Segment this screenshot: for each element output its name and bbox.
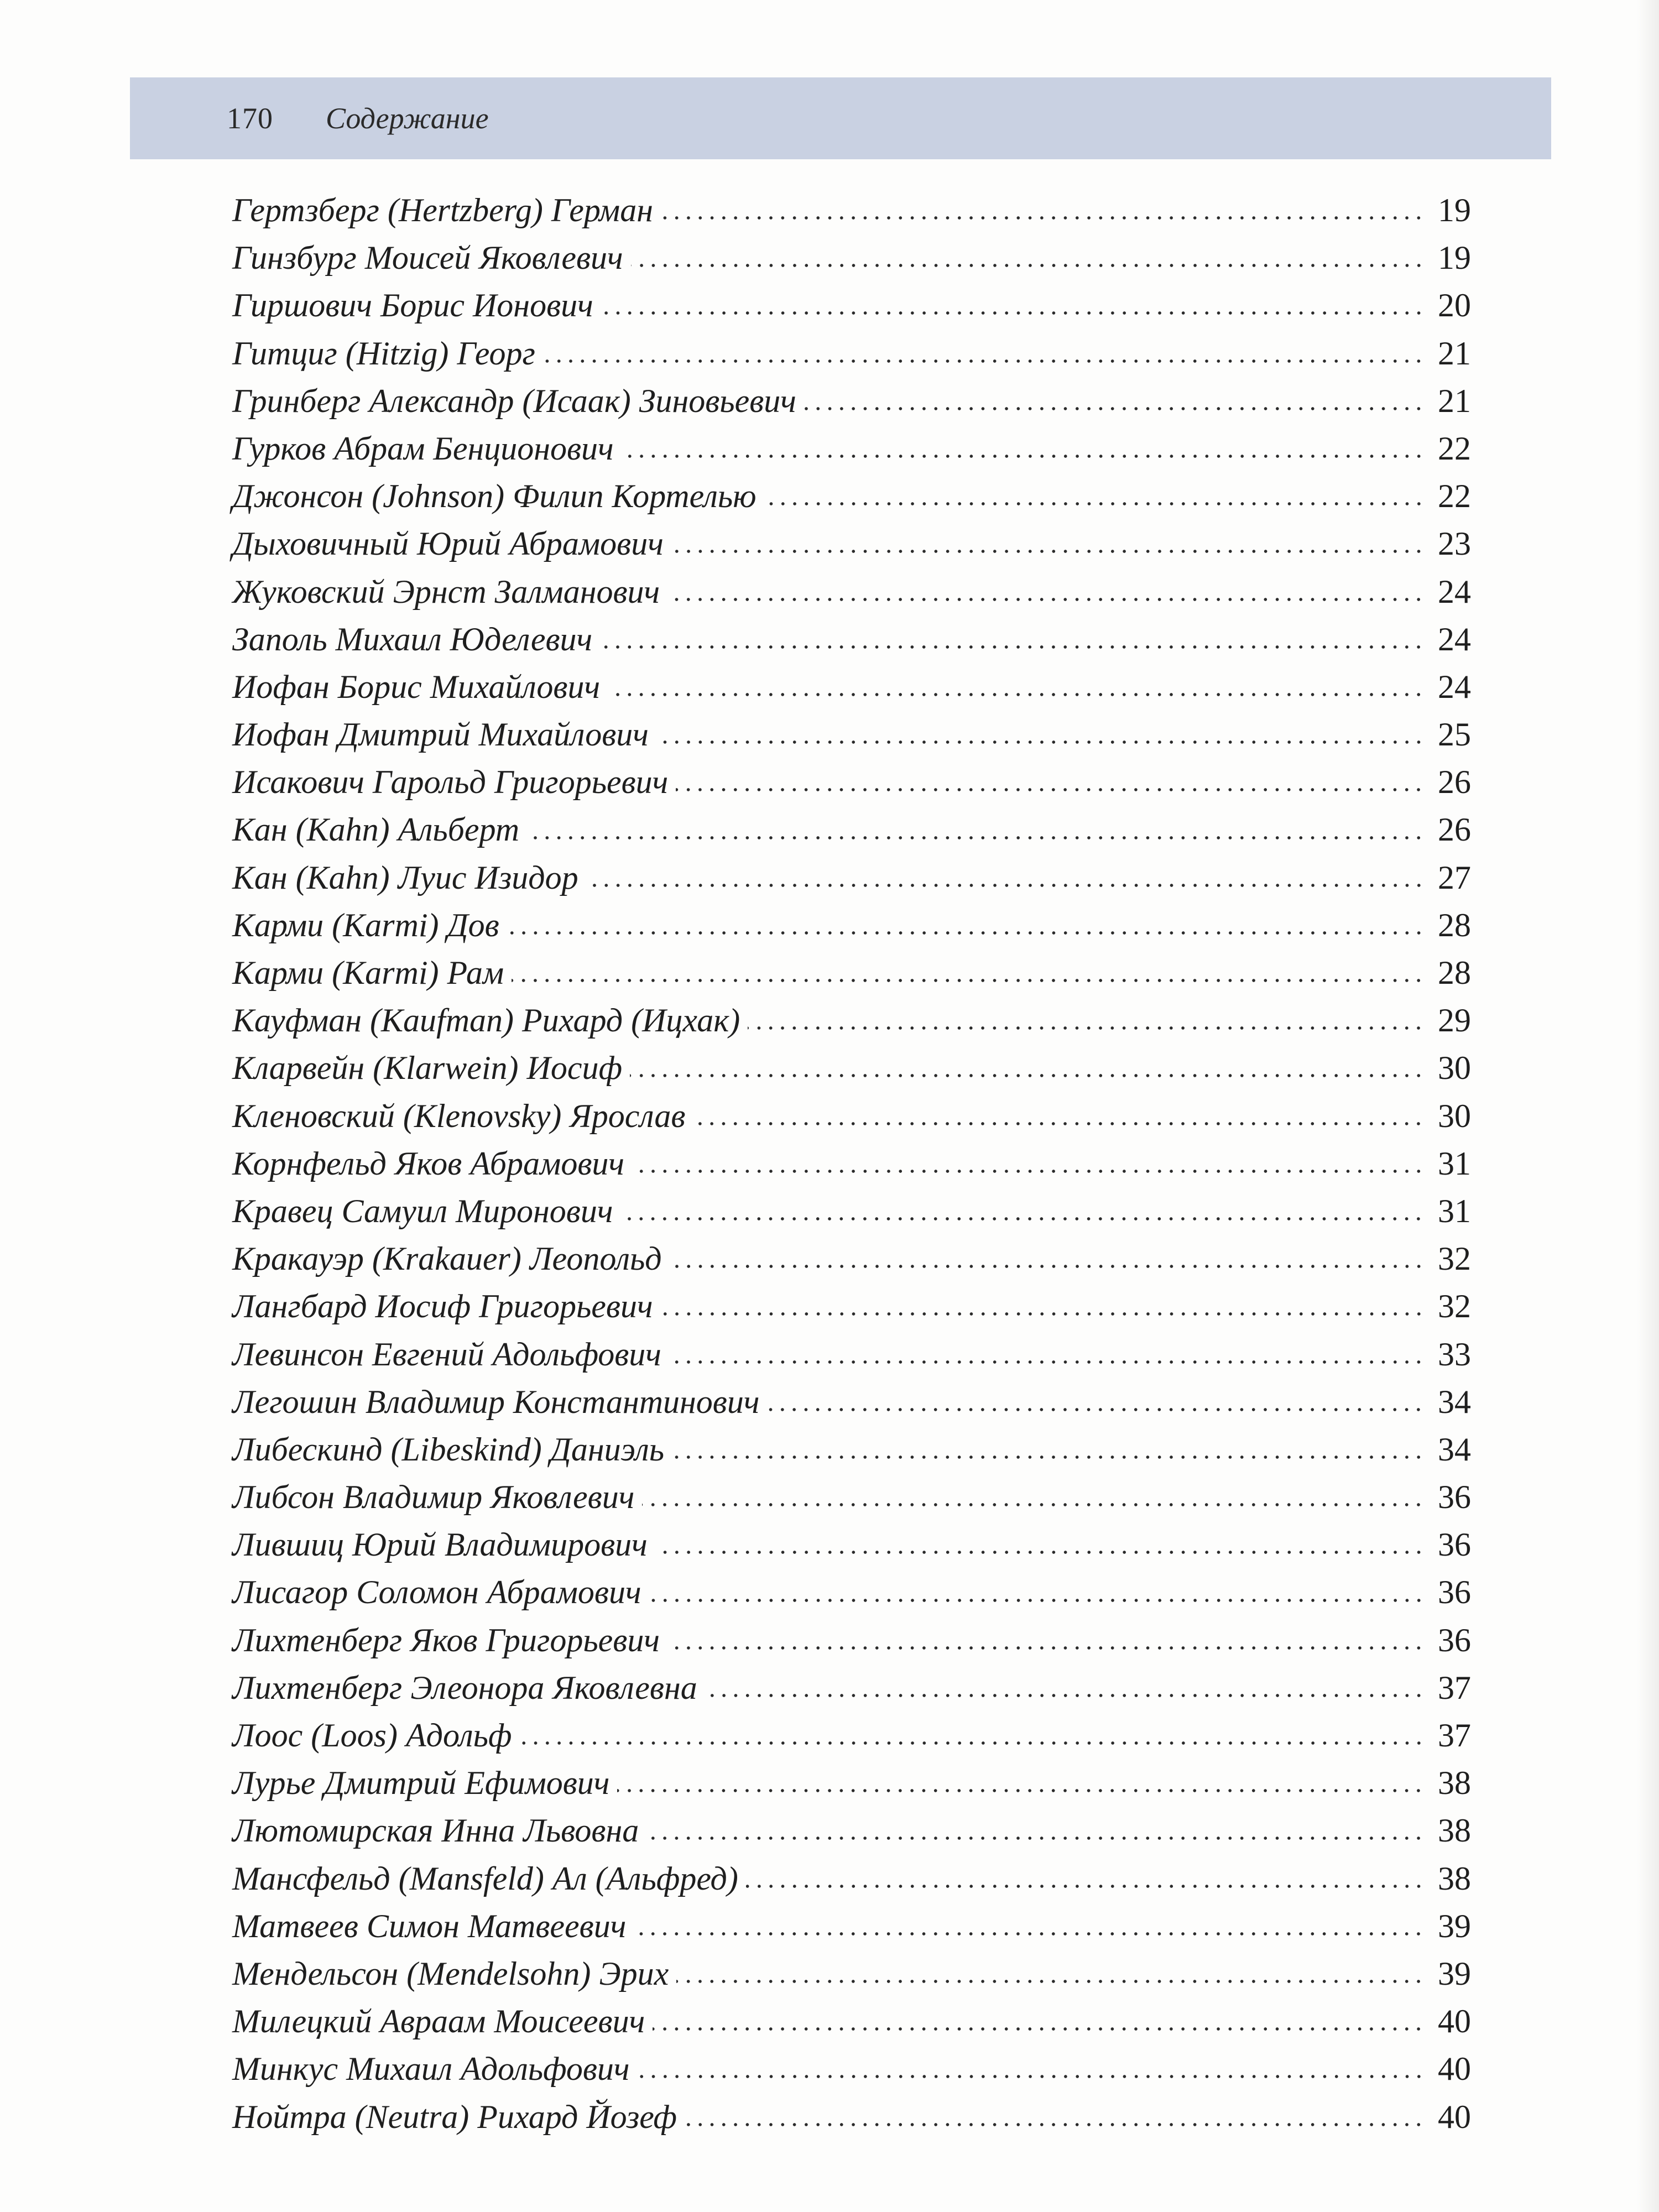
toc-entry-page: 33 <box>1438 1335 1471 1373</box>
toc-entry-name: Карми (Karmi) Дов <box>232 906 499 943</box>
dot-leader <box>661 214 1425 222</box>
toc-entry <box>232 997 1471 1044</box>
toc-entry <box>232 281 1471 329</box>
toc-entry <box>232 949 1471 997</box>
toc-entry <box>232 1473 1471 1521</box>
toc-entry-page: 21 <box>1438 335 1471 372</box>
toc-entry <box>232 1855 1471 1902</box>
toc-entry <box>232 758 1471 806</box>
toc-entry-page: 19 <box>1438 192 1471 228</box>
dot-leader <box>670 1262 1425 1270</box>
dot-leader <box>705 1692 1425 1699</box>
dot-leader <box>622 452 1425 460</box>
toc-entry-name: Кленовский (Klenovsky) Ярослав <box>232 1097 686 1134</box>
toc-entry-page: 37 <box>1438 1717 1471 1754</box>
toc-entry-name: Милецкий Авраам Моисеевич <box>232 2003 645 2040</box>
toc-entry-page: 36 <box>1438 1574 1471 1611</box>
toc-entry-page: 27 <box>1438 859 1471 896</box>
toc-entry-page: 20 <box>1438 287 1471 324</box>
toc-entry-page: 40 <box>1438 2003 1471 2040</box>
toc-entry-page: 22 <box>1438 478 1471 515</box>
toc-entry <box>232 1331 1471 1378</box>
toc-entry-name: Лисагор Соломон Абрамович <box>232 1574 641 1611</box>
toc-entry <box>232 330 1471 377</box>
running-header <box>130 77 1551 159</box>
toc-entry-page: 23 <box>1438 525 1471 562</box>
toc-entry <box>232 2093 1471 2141</box>
toc-entry <box>232 425 1471 472</box>
dot-leader <box>767 1406 1425 1413</box>
dot-leader <box>638 2073 1425 2080</box>
toc-entry-page: 24 <box>1438 573 1471 610</box>
toc-entry <box>232 186 1471 234</box>
toc-entry-page: 28 <box>1438 954 1471 991</box>
dot-leader <box>586 881 1425 889</box>
dot-leader <box>685 2121 1425 2128</box>
toc-entry-page: 38 <box>1438 1765 1471 1802</box>
dot-leader <box>634 1930 1425 1938</box>
dot-leader <box>620 1215 1425 1223</box>
dot-leader <box>656 738 1425 746</box>
dot-leader <box>667 596 1425 603</box>
toc-entry-page: 34 <box>1438 1431 1471 1468</box>
toc-entry-page: 38 <box>1438 1860 1471 1897</box>
toc-entry <box>232 615 1471 663</box>
toc-entry <box>232 1568 1471 1616</box>
toc-entry-name: Карми (Karmi) Рам <box>232 954 504 991</box>
toc-entry-name: Гертзберг (Hertzberg) Герман <box>232 192 653 228</box>
toc-entry-name: Лившиц Юрий Владимирович <box>232 1526 648 1563</box>
dot-leader <box>630 1072 1425 1079</box>
toc-entry-name: Мансфельд (Mansfeld) Ал (Альфред) <box>232 1860 738 1897</box>
toc-entry-name: Гитциг (Hitzig) Георг <box>232 335 535 372</box>
toc-entry <box>232 568 1471 615</box>
toc-entry-name: Мендельсон (Mendelsohn) Эрих <box>232 1955 669 1992</box>
toc-entry-page: 28 <box>1438 906 1471 943</box>
toc-entry-name: Гиршович Борис Ионович <box>232 287 593 324</box>
toc-entry-name: Иофан Борис Михайлович <box>232 668 601 705</box>
toc-entry-page: 37 <box>1438 1669 1471 1706</box>
dot-leader <box>804 405 1425 413</box>
toc-entry <box>232 711 1471 758</box>
toc-entry <box>232 2045 1471 2093</box>
page-edge-shadow <box>1637 0 1659 2212</box>
dot-leader <box>608 691 1425 698</box>
toc-entry <box>232 1902 1471 1950</box>
toc-entry-page: 36 <box>1438 1621 1471 1658</box>
dot-leader <box>669 1358 1425 1366</box>
toc-entry <box>232 472 1471 520</box>
toc-entry-page: 36 <box>1438 1479 1471 1516</box>
dot-leader <box>520 1739 1425 1747</box>
toc-entry-name: Лоос (Loos) Адольф <box>232 1717 512 1754</box>
toc-entry-name: Лурье Дмитрий Ефимович <box>232 1765 610 1802</box>
toc-entry-page: 36 <box>1438 1526 1471 1563</box>
dot-leader <box>649 1597 1425 1604</box>
dot-leader <box>617 1787 1425 1794</box>
section-title: Содержание <box>326 102 489 135</box>
toc-entry <box>232 1187 1471 1235</box>
toc-entry-name: Гринберг Александр (Исаак) Зиновьевич <box>232 382 796 419</box>
toc-entry-name: Иофан Дмитрий Михайлович <box>232 716 649 753</box>
toc-entry-name: Корнфельд Яков Абрамович <box>232 1145 625 1182</box>
page-number: 170 <box>227 102 273 135</box>
toc-entry-name: Заполь Михаил Юделевич <box>232 620 593 658</box>
dot-leader <box>601 309 1425 317</box>
toc-entry <box>232 1282 1471 1330</box>
dot-leader <box>676 786 1425 794</box>
toc-entry-page: 31 <box>1438 1145 1471 1182</box>
toc-entry-page: 40 <box>1438 2098 1471 2135</box>
toc-entry-name: Лихтенберг Яков Григорьевич <box>232 1621 660 1658</box>
toc-entry-page: 32 <box>1438 1288 1471 1325</box>
dot-leader <box>746 1882 1425 1890</box>
toc-entry-page: 25 <box>1438 716 1471 753</box>
toc-entry-name: Кан (Kahn) Луис Изидор <box>232 859 578 896</box>
toc-entry-name: Гинзбург Моисей Яковлевич <box>232 239 623 276</box>
dot-leader <box>507 929 1425 937</box>
dot-leader <box>748 1024 1425 1032</box>
dot-leader <box>543 357 1425 365</box>
toc-entry <box>232 1664 1471 1712</box>
dot-leader <box>693 1120 1425 1128</box>
dot-leader <box>527 834 1425 842</box>
toc-entry-page: 34 <box>1438 1383 1471 1420</box>
toc-entry <box>232 1997 1471 2045</box>
toc-entry <box>232 1140 1471 1187</box>
toc-entry-name: Джонсон (Johnson) Филип Кортелью <box>232 478 757 515</box>
dot-leader <box>661 1310 1425 1318</box>
toc-entry-page: 26 <box>1438 811 1471 848</box>
toc-entry-name: Кракауэр (Krakauer) Леопольд <box>232 1240 662 1277</box>
toc-entry-name: Жуковский Эрнст Залманович <box>232 573 660 610</box>
dot-leader <box>667 1644 1425 1652</box>
dot-leader <box>676 1978 1425 1985</box>
toc-entry <box>232 1235 1471 1282</box>
toc-entry-page: 26 <box>1438 764 1471 801</box>
toc-entry-name: Гурков Абрам Бенционович <box>232 430 614 467</box>
dot-leader <box>642 1501 1425 1509</box>
toc-entry-name: Исакович Гарольд Григорьевич <box>232 764 669 801</box>
toc-entry-name: Матвеев Симон Матвеевич <box>232 1907 627 1944</box>
toc-entry-name: Легошин Владимир Константинович <box>232 1383 760 1420</box>
toc-entry-name: Кравец Самуил Миронович <box>232 1192 613 1229</box>
toc-entry-name: Левинсон Евгений Адольфович <box>232 1335 661 1373</box>
dot-leader <box>632 1167 1425 1175</box>
toc-entry <box>232 1044 1471 1092</box>
toc-entry-name: Минкус Михаил Адольфович <box>232 2051 630 2088</box>
toc-entry <box>232 1426 1471 1473</box>
toc-entry-name: Либсон Владимир Яковлевич <box>232 1479 635 1516</box>
toc-entry-page: 39 <box>1438 1907 1471 1944</box>
toc-entry <box>232 1712 1471 1759</box>
toc-entry-page: 39 <box>1438 1955 1471 1992</box>
toc-entry <box>232 234 1471 281</box>
toc-entry <box>232 1521 1471 1568</box>
dot-leader <box>764 500 1425 508</box>
toc-entry-name: Лангбард Иосиф Григорьевич <box>232 1288 653 1325</box>
toc-entry <box>232 1092 1471 1140</box>
dot-leader <box>655 1548 1425 1556</box>
toc-entry-page: 24 <box>1438 620 1471 658</box>
dot-leader <box>671 547 1425 555</box>
toc-entry <box>232 901 1471 949</box>
toc-entry-name: Лютомирская Инна Львовна <box>232 1812 639 1849</box>
dot-leader <box>631 262 1425 269</box>
toc-entry-name: Либескинд (Libeskind) Даниэль <box>232 1431 665 1468</box>
toc-entry <box>232 1807 1471 1854</box>
toc-entry-page: 30 <box>1438 1097 1471 1134</box>
dot-leader <box>653 2025 1425 2033</box>
toc-entry <box>232 1378 1471 1426</box>
toc-entry-page: 31 <box>1438 1192 1471 1229</box>
toc-entry-page: 40 <box>1438 2051 1471 2088</box>
toc-entry <box>232 806 1471 853</box>
toc-entry-name: Нойтра (Neutra) Рихард Йозеф <box>232 2098 677 2135</box>
toc-entry-name: Кларвейн (Klarwein) Иосиф <box>232 1050 623 1087</box>
toc-entry <box>232 854 1471 901</box>
toc-entry <box>232 1759 1471 1807</box>
toc-entry <box>232 1616 1471 1664</box>
toc-entry-name: Кауфман (Kaufman) Рихард (Ицхак) <box>232 1002 740 1039</box>
dot-leader <box>512 977 1425 984</box>
toc-entry-page: 22 <box>1438 430 1471 467</box>
toc-entry <box>232 1950 1471 1997</box>
toc-entry-page: 19 <box>1438 239 1471 276</box>
table-of-contents <box>232 186 1471 2141</box>
toc-entry-page: 30 <box>1438 1050 1471 1087</box>
toc-entry-page: 32 <box>1438 1240 1471 1277</box>
toc-entry <box>232 663 1471 711</box>
toc-entry-name: Кан (Kahn) Альберт <box>232 811 520 848</box>
toc-entry <box>232 520 1471 567</box>
toc-entry-page: 24 <box>1438 668 1471 705</box>
toc-entry <box>232 377 1471 425</box>
toc-entry-name: Дыховичный Юрий Абрамович <box>232 525 664 562</box>
toc-entry-page: 38 <box>1438 1812 1471 1849</box>
dot-leader <box>672 1453 1425 1461</box>
toc-entry-page: 29 <box>1438 1002 1471 1039</box>
toc-entry-name: Лихтенберг Элеонора Яковлевна <box>232 1669 697 1706</box>
toc-entry-page: 21 <box>1438 382 1471 419</box>
dot-leader <box>600 643 1425 651</box>
dot-leader <box>646 1834 1425 1842</box>
